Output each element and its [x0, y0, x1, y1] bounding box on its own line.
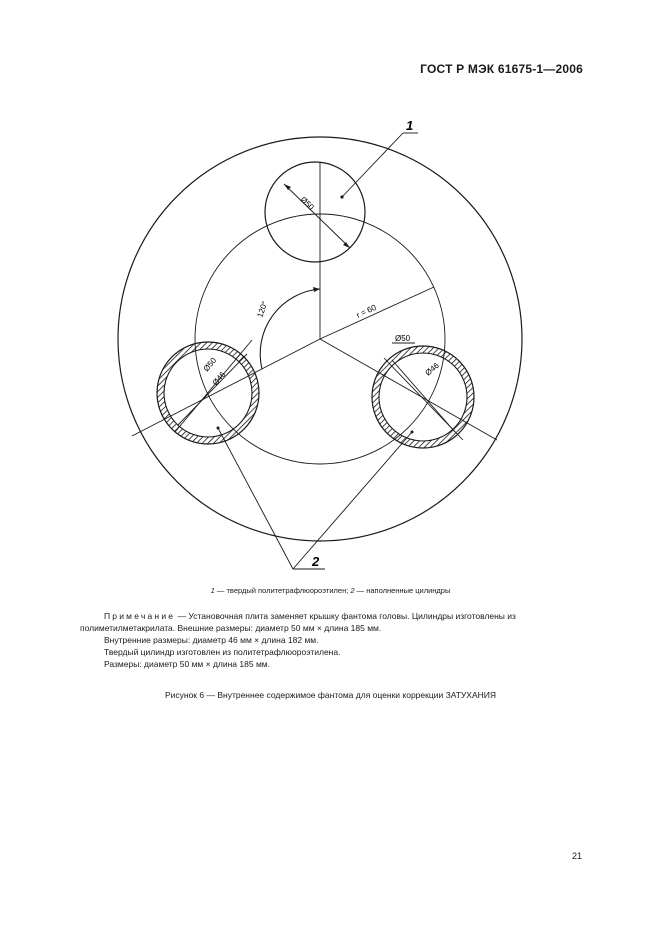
legend-num-1: 1	[210, 586, 215, 595]
dim-arrow-top-a	[284, 184, 291, 190]
callout-1-number: 1	[406, 118, 414, 133]
figure-caption: Рисунок 6 — Внутреннее содержимое фантома для оценки коррекции ЗАТУХАНИЯ	[164, 690, 497, 700]
callout-2-number: 2	[312, 554, 320, 569]
callout-1-leader	[342, 133, 403, 197]
radius-label: r = 60	[355, 302, 378, 320]
legend-text-2: — наполненные цилиндры	[354, 586, 451, 595]
note-line-1: — Установочная плита заменяет крышку фантома головы. Цилиндры изготовлены из полиметилметакрилата. Внешние размеры: диаметр 50 мм × длина 185 мм.	[80, 611, 516, 633]
figure-legend	[0, 586, 661, 595]
callout-2-leader-left	[218, 428, 293, 569]
dim-right-inner-label: Ø46	[423, 360, 441, 378]
dim-right-outer-label: Ø50	[395, 334, 411, 343]
solid-cylinder	[265, 162, 365, 262]
angle-arrow-top	[313, 287, 320, 292]
note-block	[80, 610, 583, 670]
callout-2-leader-right	[293, 432, 412, 569]
dim-top-label: Ø50	[298, 194, 316, 212]
angle-arc	[260, 289, 320, 369]
page-number: 21	[571, 851, 582, 861]
dim-left-inner-label: Ø46	[210, 369, 228, 388]
note-line-4: Размеры: диаметр 50 мм × длина 185 мм.	[104, 659, 270, 669]
legend-text-1: — твердый политетрафлюороэтилен;	[214, 586, 351, 595]
dim-arrow-top-b	[343, 242, 350, 248]
angle-label: 120°	[255, 300, 270, 319]
document-header: ГОСТ Р МЭК 61675-1—2006	[420, 62, 583, 76]
radius-line	[320, 287, 434, 339]
note-label: Примечание	[104, 611, 176, 621]
legend-num-2: 2	[350, 586, 355, 595]
note-line-2: Внутренние размеры: диаметр 46 мм × длина 182 мм.	[104, 635, 319, 645]
note-line-3: Твердый цилиндр изготовлен из политетрафлюороэтилена.	[104, 647, 341, 657]
dim-left-outer-label: Ø50	[201, 355, 219, 374]
